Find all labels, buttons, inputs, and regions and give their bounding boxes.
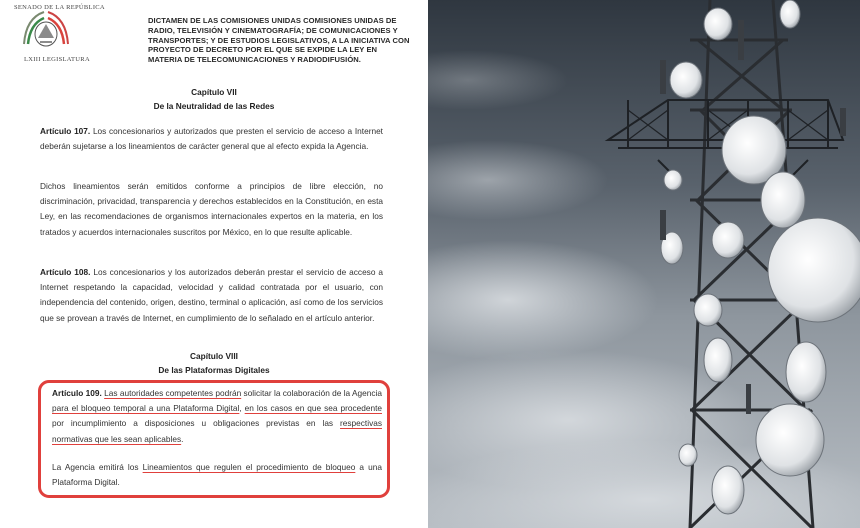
chapter7-title: Capítulo VII (191, 87, 237, 97)
article-109-text-seg7: por incumplimiento a disposiciones u obligaciones previstas en las (52, 418, 341, 429)
chapter8-title: Capítulo VIII (190, 351, 238, 361)
article-109-underlined-authorities: Las autoridades competentes podrán (104, 388, 242, 398)
article-109-underlined-norms: respectivas normativas que les sean aplicables (52, 418, 382, 444)
logo-text-top: SENADO DE LA REPÚBLICA (14, 4, 105, 11)
logo-text-bottom: LXIII LEGISLATURA (24, 56, 90, 63)
document-page (0, 0, 428, 528)
senate-seal-icon (16, 4, 76, 60)
tower-illustration (428, 0, 860, 528)
article-109-underlined-cases: en los casos en que sea procedente (244, 403, 382, 414)
article-109-text-seg9: . (181, 433, 184, 444)
article-109-text-seg3: solicitar la colaboración de la Agencia (241, 388, 382, 398)
chapter7-subtitle: De la Neutralidad de las Redes (153, 101, 275, 111)
article-107-text: Los concesionarios y autorizados que presten el servicio de acceso a Internet deberán sujetarse a los lineamientos de carácter general que al efecto expida la Agencia. (40, 126, 383, 152)
article-107-label: Artículo 107. (40, 126, 91, 136)
article-108-label: Artículo 108. (40, 267, 91, 277)
agency-underlined-guidelines: Lineamientos que regulen el procedimiento de bloqueo (142, 462, 356, 472)
chapter8-subtitle: De las Plataformas Digitales (158, 365, 270, 375)
agency-paragraph (52, 460, 382, 490)
lineamientos-paragraph: Dichos lineamientos serán emitidos conforme a principios de libre elección, no discriminación, privacidad, transparencia y derechos establecidos en la Constitución, en esta Ley, en las recomendaciones de organismos internacionales expertos en la materia, en los tratados y acuerdos internacionales suscritos por México, en lo que resulte aplicable. (40, 181, 383, 237)
document-header: DICTAMEN DE LAS COMISIONES UNIDAS COMISIONES UNIDAS DE RADIO, TELEVISIÓN Y CINEMATOGRAFÍA; DE COMUNICACIONES Y TRANSPORTES; Y DE ESTUDIOS LEGISLATIVOS, A LA INICIATIVA CON PROYECTO DE DECRETO POR EL QUE SE EXPIDE LA LEY EN MATERIA DE TELECOMUNICACIONES Y RADIODIFUSIÓN. (148, 16, 410, 65)
article-108-paragraph (40, 265, 383, 326)
article-109-underlined-blocking: para el bloqueo temporal a una Plataforma Digital (52, 403, 240, 414)
telecom-tower-photo (428, 0, 860, 528)
article-109-label: Artículo 109. (52, 388, 102, 398)
agency-text-seg1: La Agencia emitirá los (52, 462, 143, 472)
agency-text-seg3: a una Plataforma Digital. (52, 462, 382, 488)
article-109-text-seg5: , (239, 403, 245, 414)
article-108-text: Los concesionarios y los autorizados deberán prestar el servicio de acceso a Internet respetando la capacidad, velocidad y calidad contratada por el usuario, con independencia del contenido, origen, destino, terminal o aplicación, así como de los servicios que se provean a través de Internet, en cumplimiento de lo señalado en el artículo anterior. (40, 267, 383, 323)
article-109-paragraph (52, 386, 382, 447)
article-107-paragraph (40, 124, 383, 154)
